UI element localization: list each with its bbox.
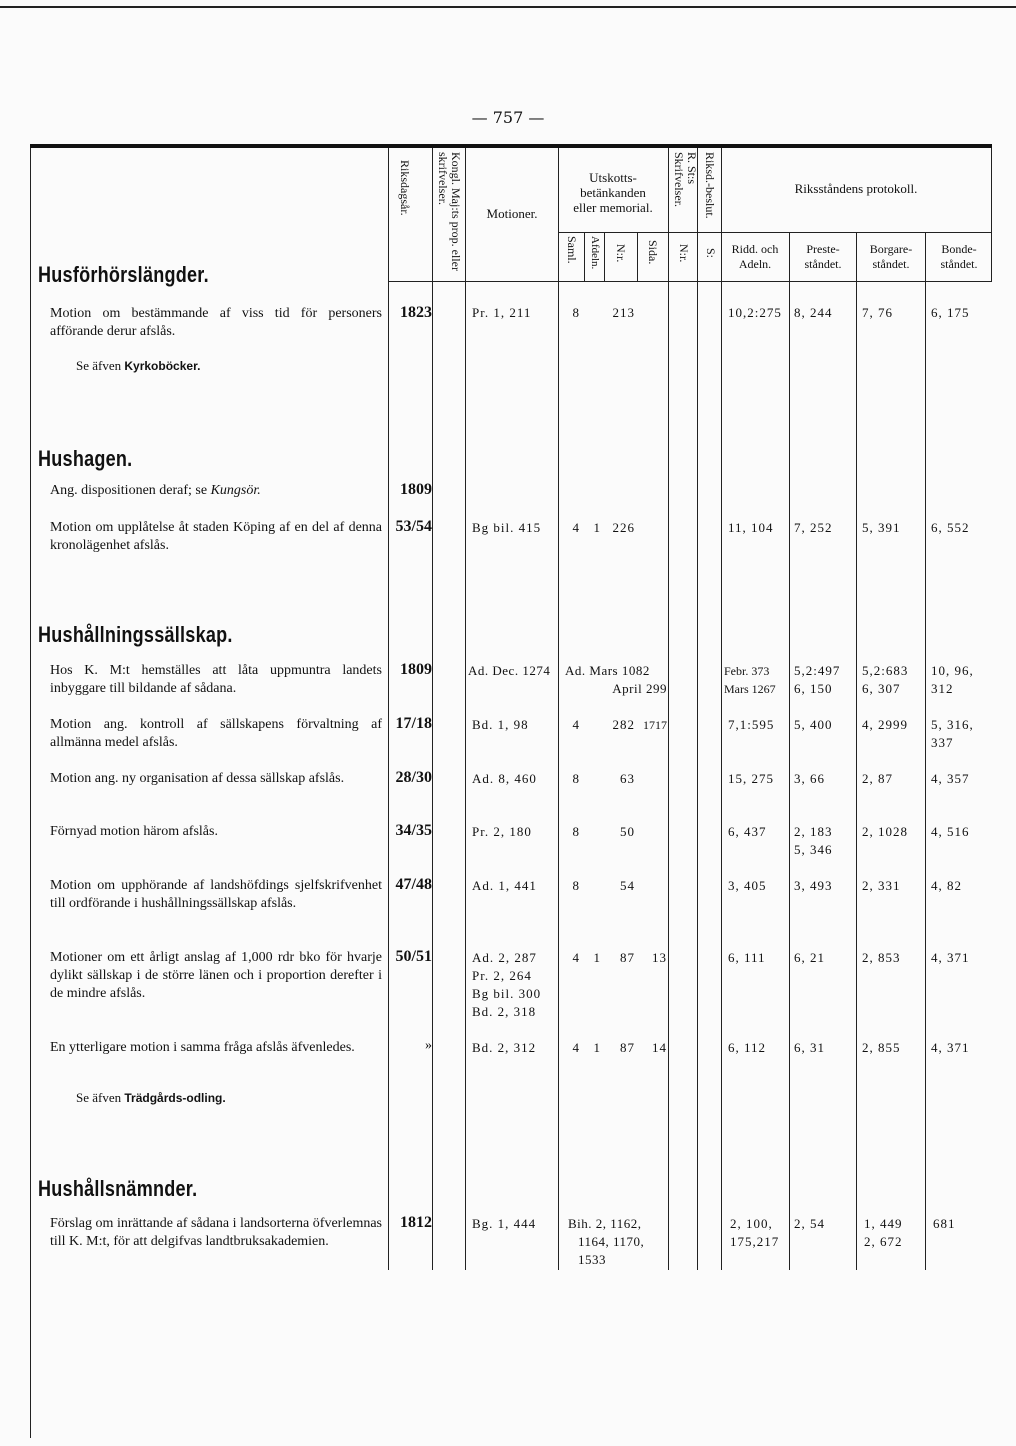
entry-ridd: 7,1:595	[728, 717, 775, 732]
entry-preste: 5,2:497	[794, 663, 841, 678]
entry-preste: 6, 31	[794, 1040, 825, 1055]
entry-afd: 1	[593, 1040, 601, 1055]
header-bottom-rule	[388, 281, 991, 282]
entry-utskott: Bih. 2, 1162,	[568, 1216, 642, 1231]
entry-utskott: April 299	[612, 681, 667, 696]
entry-bonde: 6, 175	[931, 305, 970, 320]
col-line	[432, 148, 433, 1270]
entry-nr: 226	[612, 520, 635, 535]
header-afdeln: Afdeln.	[589, 236, 601, 270]
section-title: Hushagen.	[38, 446, 133, 471]
entry-description: Motion om upphörande af landshöfdings sjelfskrifvenhet till ordförande i hushållningssällskap afslås.	[50, 878, 382, 911]
col-line	[584, 232, 585, 282]
entry-bonde: 337	[931, 735, 954, 750]
entry-borgare: 2, 855	[862, 1040, 901, 1055]
header-utskotts: Utskotts-	[589, 170, 637, 185]
section-title: Hushållsnämnder.	[38, 1176, 198, 1201]
entry-ridd: 175,217	[730, 1234, 780, 1249]
col-line	[465, 148, 466, 1270]
header-riksdagsar: Riksdagsår.	[398, 160, 412, 216]
see-also-ref: Trädgårds-odling.	[124, 1091, 226, 1105]
entry-nr: 63	[620, 771, 635, 786]
page-number: — 757 —	[471, 108, 545, 127]
entry-borgare: 4, 2999	[862, 717, 908, 732]
entry-sida: 1717	[643, 718, 667, 732]
header-betankanden: betänkanden	[580, 185, 646, 200]
entry-preste: 2, 183	[794, 824, 833, 839]
entry-year: 53/54	[395, 518, 432, 535]
header-kongl-prop: Kongl. Maj:ts prop. eller skrifvelser.	[436, 152, 463, 271]
entry-saml: 4	[572, 1040, 580, 1055]
entry-borgare: 1, 449	[864, 1216, 903, 1231]
entry-description: Ang. dispositionen deraf; se Kungsör.	[50, 483, 261, 498]
see-also-ref: Kyrkoböcker.	[124, 359, 201, 373]
entry-year: 34/35	[395, 822, 432, 839]
entry-nr: 87	[620, 1040, 635, 1055]
see-also-prefix: Se äfven	[76, 1090, 122, 1105]
header-r-nr: N:r.	[677, 244, 691, 263]
entry-saml: 8	[572, 824, 580, 839]
col-line	[637, 232, 638, 282]
entry-saml: 8	[572, 305, 580, 320]
entry-bonde: 5, 316,	[931, 717, 974, 732]
header-eller-memorial: eller memorial.	[573, 200, 653, 215]
entry-description: Motion ang. kontroll af sällskapens förvaltning af allmänna medel afslås.	[50, 717, 382, 750]
header-motioner: Motioner.	[486, 206, 538, 221]
entry-ridd: 11, 104	[728, 520, 774, 535]
entry-motion: Pr. 2, 180	[472, 824, 532, 839]
entry-bonde: 10, 96,	[931, 663, 974, 678]
entry-ridd: 6, 111	[728, 950, 766, 965]
header-ridd: Ridd. och Adeln.	[731, 242, 779, 271]
col-line	[604, 232, 605, 282]
header-nr: N:r.	[614, 244, 628, 263]
entry-borgare: 2, 331	[862, 878, 901, 893]
entry-utskott: Ad. Mars 1082	[565, 663, 650, 678]
entry-motion: Bd. 2, 318	[472, 1004, 537, 1019]
col-line	[30, 148, 31, 1438]
entry-year: 47/48	[395, 876, 432, 893]
col-line	[789, 232, 790, 1270]
entry-ridd: Febr. 373	[724, 664, 770, 678]
entry-ridd: 6, 112	[728, 1040, 767, 1055]
top-rule	[0, 6, 1016, 8]
entry-year: 1809	[400, 661, 432, 678]
entry-bonde: 681	[933, 1216, 956, 1231]
entry-saml: 4	[572, 717, 580, 732]
entry-preste: 8, 244	[794, 305, 833, 320]
entry-motion: Ad. Dec. 1274	[468, 663, 551, 678]
entry-year: 28/30	[395, 769, 432, 786]
entry-nr: 282	[612, 717, 635, 732]
section-title: Husförhörslängder.	[38, 262, 209, 287]
entry-bonde: 4, 82	[931, 878, 962, 893]
entry-bonde: 4, 357	[931, 771, 970, 786]
entry-borgare: 5,2:683	[862, 663, 909, 678]
col-line	[925, 232, 926, 1270]
entry-preste: 7, 252	[794, 520, 833, 535]
entry-borgare: 5, 391	[862, 520, 901, 535]
header-borgare: Borgare- ståndet.	[869, 242, 913, 271]
entry-nr: 87	[620, 950, 635, 965]
entry-utskott: 1164, 1170,	[578, 1234, 645, 1249]
entry-saml: 4	[572, 520, 580, 535]
header-subrule	[558, 232, 991, 233]
col-line	[558, 148, 559, 1270]
entry-borgare: 2, 1028	[862, 824, 908, 839]
entry-borgare: 2, 853	[862, 950, 901, 965]
entry-motion: Bg. 1, 444	[472, 1216, 537, 1231]
entry-bonde: 4, 371	[931, 1040, 970, 1055]
entry-ridd: 3, 405	[728, 878, 767, 893]
col-line	[856, 232, 857, 1270]
col-line	[721, 148, 722, 1270]
entry-preste: 6, 21	[794, 950, 825, 965]
entry-motion: Ad. 1, 441	[472, 878, 537, 893]
entry-preste: 2, 54	[794, 1216, 825, 1231]
see-also	[76, 1090, 226, 1106]
see-also-prefix: Se äfven	[76, 358, 122, 373]
entry-motion: Bd. 1, 98	[472, 717, 529, 732]
section-title: Hushållningssällskap.	[38, 622, 233, 647]
entry-ridd: 10,2:275	[728, 305, 782, 320]
header-s: S:	[704, 248, 718, 259]
entry-afd: 1	[593, 950, 601, 965]
entry-sida: 13	[652, 950, 667, 965]
entry-utskott: 1533	[578, 1252, 606, 1267]
header-riksd-beslut: Riksd.-beslut.	[703, 152, 717, 219]
entry-description: En ytterligare motion i samma fråga afslås äfvenledes.	[50, 1040, 355, 1055]
entry-motion: Pr. 2, 264	[472, 968, 532, 983]
entry-preste: 3, 493	[794, 878, 833, 893]
see-also	[76, 358, 200, 374]
entry-bonde: 4, 371	[931, 950, 970, 965]
entry-borgare: 6, 307	[862, 681, 901, 696]
entry-borgare: 2, 87	[862, 771, 893, 786]
entry-description: Motion ang. ny organisation af dessa sällskap afslås.	[50, 771, 345, 786]
header-r-sts-skrifvelser: R. St:s Skrifvelser.	[672, 152, 699, 207]
table-top-rule	[30, 144, 992, 148]
entry-borgare: 2, 672	[864, 1234, 903, 1249]
entry-bonde: 4, 516	[931, 824, 970, 839]
entry-year: 1823	[400, 304, 432, 321]
entry-motion: Ad. 8, 460	[472, 771, 537, 786]
entry-description: Förnyad motion härom afslås.	[50, 824, 218, 839]
entry-year: »	[425, 1038, 432, 1053]
entry-year: 1809	[400, 481, 432, 498]
entry-afd: 1	[593, 520, 601, 535]
entry-motion: Bg bil. 415	[472, 520, 542, 535]
entry-preste: 6, 150	[794, 681, 833, 696]
entry-ridd: 2, 100,	[730, 1216, 773, 1231]
header-sida: Sida.	[646, 240, 660, 265]
entry-description: Motion om bestämmande af viss tid för personers afförande derur afslås.	[50, 306, 382, 339]
entry-borgare: 7, 76	[862, 305, 893, 320]
entry-year: 1812	[400, 1214, 432, 1231]
header-preste: Preste- ståndet.	[804, 242, 842, 271]
entry-motion: Pr. 1, 211	[472, 305, 532, 320]
col-line	[697, 148, 698, 1270]
entry-bonde: 312	[931, 681, 954, 696]
entry-ridd: 15, 275	[728, 771, 774, 786]
entry-nr: 50	[620, 824, 635, 839]
header-riksstandens-protokoll: Riksståndens protokoll.	[794, 181, 918, 196]
col-line	[668, 148, 669, 1270]
entry-saml: 8	[572, 771, 580, 786]
entry-year: 17/18	[395, 715, 432, 732]
header-bonde: Bonde- ståndet.	[940, 242, 978, 271]
entry-motion: Bd. 2, 312	[472, 1040, 537, 1055]
entry-description: Motion om upplåtelse åt staden Köping af en del af denna kronolägenhet afslås.	[50, 520, 382, 553]
entry-nr: 213	[612, 305, 635, 320]
header-saml: Saml.	[565, 236, 579, 264]
entry-sida: 14	[652, 1040, 667, 1055]
entry-bonde: 6, 552	[931, 520, 970, 535]
entry-description: Hos K. M:t hemställes att låta uppmuntra landets inbyggare till bildande af sådana.	[50, 663, 382, 696]
entry-preste: 5, 346	[794, 842, 833, 857]
entry-saml: 4	[572, 950, 580, 965]
entry-ridd: Mars 1267	[724, 682, 776, 696]
entry-preste: 5, 400	[794, 717, 833, 732]
entry-ridd: 6, 437	[728, 824, 767, 839]
entry-motion: Ad. 2, 287	[472, 950, 537, 965]
entry-description: Motioner om ett årligt anslag af 1,000 rdr bko för hvarje dylikt sällskap i de större länen och i proportion derefter i de mindre afslås.	[50, 950, 382, 1001]
entry-description: Förslag om inrättande af sådana i landsorterna öfverlemnas till K. M:t, för att delgifvas landtbruksakademien.	[50, 1216, 382, 1249]
entry-nr: 54	[620, 878, 635, 893]
entry-saml: 8	[572, 878, 580, 893]
col-line	[991, 148, 992, 282]
entry-motion: Bg bil. 300	[472, 986, 542, 1001]
entry-preste: 3, 66	[794, 771, 825, 786]
entry-year: 50/51	[395, 948, 432, 965]
